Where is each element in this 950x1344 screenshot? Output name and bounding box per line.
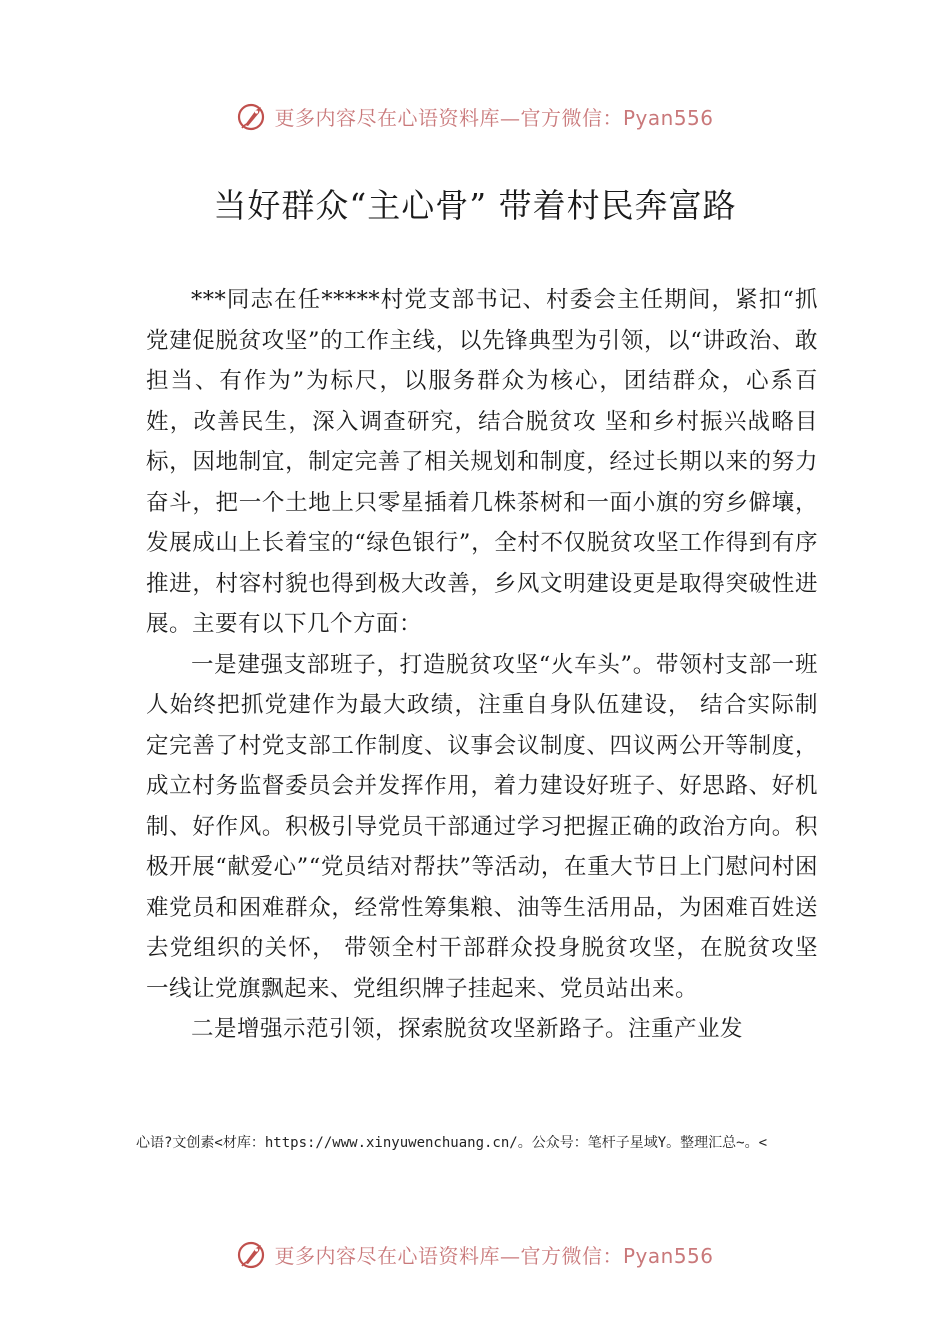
footer-watermark: [0, 1234, 950, 1274]
watermark-brand: Pyan556: [622, 1243, 714, 1268]
watermark-slogan: 更多内容尽在心语资料库—官方微信：: [274, 105, 623, 130]
paragraph: 二是增强示范引领，探索脱贫攻坚新路子。注重产业发: [191, 1016, 744, 1042]
paragraph: 一是建强支部班子，打造脱贫攻坚“火车头”。带领村支部一班人始终把抓党建作为最大政绩，注重自身队伍建设， 结合实际制定完善了村党支部工作制度、议事会议制度、四议两公开等制度，成立村务监督委员会并发挥作用，着力建设好班子、好思路、好机制、好作风。积极引导党员干部通过学习把握正确的政治方向。积极开展“献爱心”“党员结对帮扶”等活动，在重大节日上门慰问村困难党员和困难群众，经常性筹集粮、油等生活用品，为困难百姓送去党组织的关怀， 带领全村干部群众投身脱贫攻坚，在脱贫攻坚一线让党旗飘起来、党组织牌子挂起来、党员站出来。: [146, 651, 818, 1002]
watermark-brand: Pyan556: [622, 105, 714, 130]
paragraph: ***同志在任*****村党支部书记、村委会主任期间，紧扣“抓党建促脱贫攻坚”的工作主线，以先锋典型为引领，以“讲政治、敢担当、有作为”为标尺，以服务群众为核心，团结群众，心系百姓，改善民生，深入调查研究，结合脱贫攻 坚和乡村振兴战略目标，因地制宜，制定完善了相关规划和制度，经过长期以来的努力奋斗，把一个土地上只零星插着几株茶树和一面小旗的穷乡僻壤，发展成山上长着宝的“绿色银行”，全村不仅脱贫攻坚工作得到有序推进，村容村貌也得到极大改善，乡风文明建设更是取得突破性进展。主要有以下几个方面：: [146, 287, 818, 637]
source-footnote: 心语?文创素<材库：https://www.xinyuwenchuang.cn/。公众号：笔杆子星域Y。整理汇总~。<: [136, 1135, 768, 1151]
watermark-text: [274, 1240, 713, 1269]
document-body: [146, 280, 818, 1050]
pen-nib-logo-icon: [236, 99, 270, 133]
pen-nib-logo-icon: [236, 1237, 270, 1271]
watermark-slogan: 更多内容尽在心语资料库—官方微信：: [274, 1243, 623, 1268]
watermark-text: [274, 102, 713, 131]
header-watermark: [0, 96, 950, 136]
document-title: 当好群众“主心骨” 带着村民奔富路: [213, 186, 737, 225]
